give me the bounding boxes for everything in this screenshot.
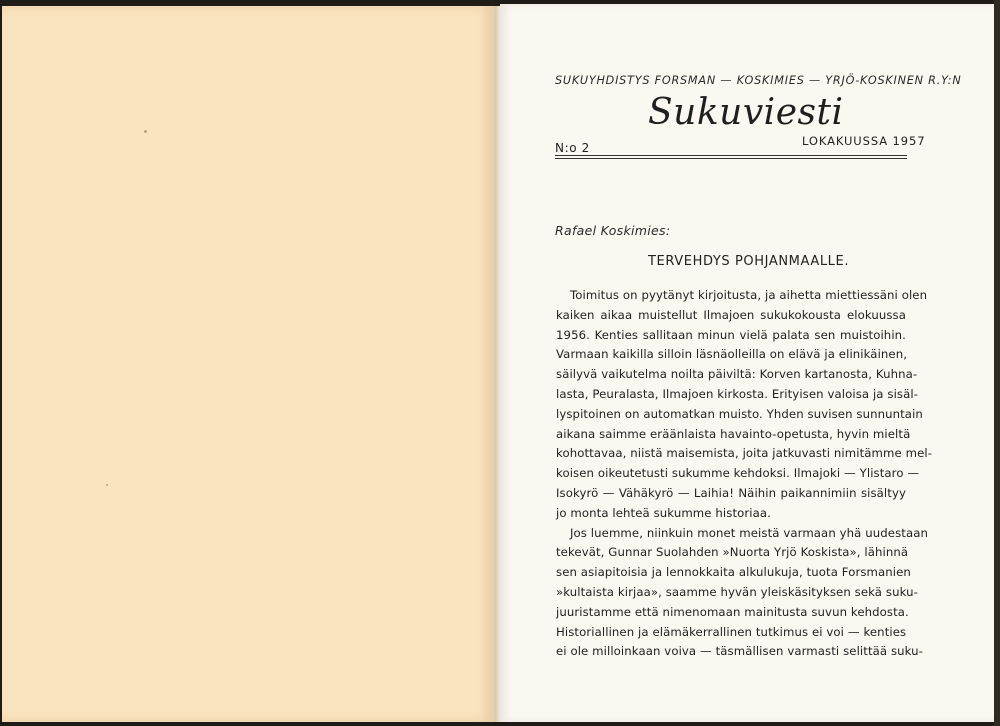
newsletter-title: Sukuviesti bbox=[648, 92, 844, 133]
masthead-rule bbox=[555, 158, 907, 159]
body-line: jo monta lehteä sukumme historiaa. bbox=[556, 505, 771, 520]
article-heading: TERVEHDYS POHJANMAALLE. bbox=[648, 254, 850, 269]
paper-speck bbox=[144, 130, 147, 133]
body-line: Toimitus on pyytänyt kirjoitusta, ja aihetta miettiessäni olen bbox=[570, 288, 928, 302]
body-line: ei ole milloinkaan voiva — täsmällisen varmasti selittää suku- bbox=[556, 644, 923, 659]
paper-speck bbox=[106, 484, 108, 486]
body-line: Isokyrö — Vähäkyrö — Laihia! Näihin paikannimiin sisältyy bbox=[556, 485, 906, 500]
blank-left-page bbox=[2, 6, 492, 722]
body-line: Varmaan kaikilla silloin läsnäolleilla on elävä ja elinikäinen, bbox=[556, 347, 908, 362]
body-line: kohottavaa, niistä maisemista, joita jatkuvasti nimitämme mel- bbox=[556, 446, 933, 461]
body-line: lyspitoinen on automatkan muisto. Yhden suvisen sunnuntain bbox=[556, 406, 923, 421]
article-author: Rafael Koskimies: bbox=[555, 223, 671, 238]
book-gutter bbox=[492, 6, 500, 722]
body-line: 1956. Kenties sallitaan minun vielä palata sen muistoihin. bbox=[556, 327, 906, 342]
article-body bbox=[556, 286, 933, 662]
body-line: Historiallinen ja elämäkerrallinen tutkimus ei voi — kenties bbox=[556, 624, 907, 639]
body-line: juuristamme että nimenomaan mainitusta suvun kehdosta. bbox=[556, 604, 909, 619]
body-line: aikana saimme eräänlaista havainto-opetusta, hyvin mieltä bbox=[556, 426, 911, 441]
body-line: tekevät, Gunnar Suolahden »Nuorta Yrjö Koskista», lähinnä bbox=[556, 545, 909, 560]
scan-edge bbox=[994, 0, 1000, 726]
body-line: Jos luemme, niinkuin monet meistä varmaan yhä uudestaan bbox=[570, 525, 928, 540]
body-line: kaiken aikaa muistellut Ilmajoen sukukokousta elokuussa bbox=[556, 307, 906, 322]
organization-line: SUKUYHDISTYS FORSMAN — KOSKIMIES — YRJÖ-KOSKINEN R.Y:N bbox=[555, 74, 962, 87]
body-line: koisen oikeutetusti sukumme kehdoksi. Ilmajoki — Ylistaro — bbox=[556, 466, 920, 481]
body-line: säilyvä vaikutelma noilta päiviltä: Korven kartanosta, Kuhna- bbox=[556, 367, 918, 382]
masthead-rule bbox=[555, 155, 907, 156]
issue-number: N:o 2 bbox=[555, 141, 590, 155]
newsletter-page bbox=[500, 4, 996, 722]
body-line: sen asiapitoisia ja lennokkaita alkulukuja, tuota Forsmanien bbox=[556, 565, 911, 580]
issue-date: LOKAKUUSSA 1957 bbox=[802, 134, 926, 148]
body-line: lasta, Peuralasta, Ilmajoen kirkosta. Erityisen valoisa ja sisäl- bbox=[556, 386, 919, 401]
body-line: »kultaista kirjaa», saamme hyvän yleiskäsityksen sekä suku- bbox=[556, 584, 918, 599]
